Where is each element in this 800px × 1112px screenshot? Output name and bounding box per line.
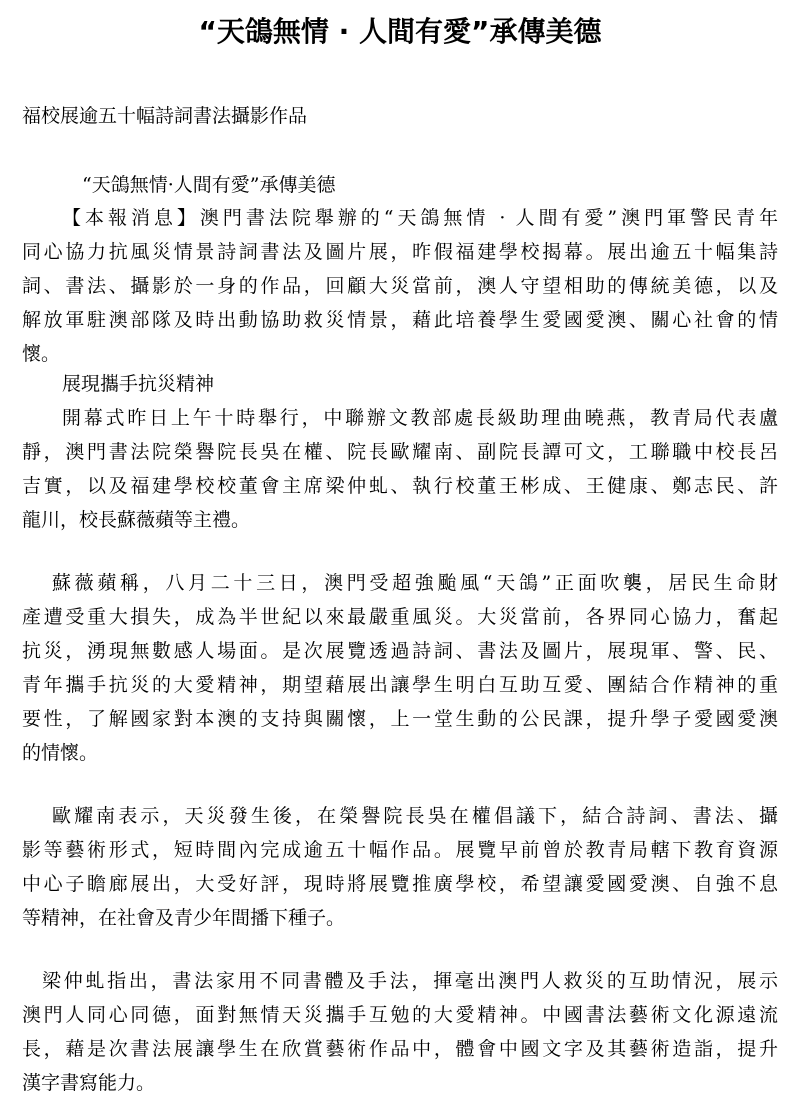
body-line: 產遭受重大損失，成為半世紀以來最嚴重風災。大災當前，各界同心協力，奮起 [22, 606, 778, 628]
body-line: 梁仲虬指出，書法家用不同書體及手法，揮毫出澳門人救災的互助情況，展示 [42, 970, 778, 992]
body-line: 澳門人同心同德，面對無情天災攜手互勉的大愛精神。中國書法藝術文化源遠流 [22, 1004, 778, 1026]
body-line: 要性，了解國家對本澳的支持與關懷，上一堂生動的公民課，提升學子愛國愛澳 [22, 708, 778, 730]
body-line: 影等藝術形式，短時間內完成逾五十幅作品。展覽早前曾於教青局轄下教育資源 [22, 839, 778, 861]
body-line: 抗災，湧現無數感人場面。是次展覽透過詩詞、書法及圖片，展現軍、警、民、 [22, 640, 778, 662]
section-heading: 展現攜手抗災精神 [62, 373, 215, 395]
body-line: 青年攜手抗災的大愛精神，期望藉展出讓學生明白互助互愛、團結合作精神的重 [22, 674, 778, 696]
body-line: 歐耀南表示，天災發生後，在榮譽院長吳在權倡議下，結合詩詞、書法、攝 [52, 805, 778, 827]
body-line: 開幕式昨日上午十時舉行，中聯辦文教部處長級助理曲曉燕，教青局代表盧 [62, 407, 778, 429]
body-line: 吉實，以及福建學校校董會主席梁仲虬、執行校董王彬成、王健康、鄭志民、許 [22, 475, 778, 497]
body-line: 等精神，在社會及青少年間播下種子。 [22, 907, 346, 929]
body-line: 同心協力抗風災情景詩詞書法及圖片展，昨假福建學校揭幕。展出逾五十幅集詩 [22, 241, 778, 263]
subheadline: 福校展逾五十幅詩詞書法攝影作品 [22, 105, 308, 127]
body-line: 中心子瞻廊展出，大受好評，現時將展覽推廣學校，希望讓愛國愛澳、自強不息 [22, 873, 778, 895]
body-line: 蘇薇蘋稱，八月二十三日，澳門受超強颱風“天鴿”正面吹襲，居民生命財 [52, 572, 778, 594]
body-line: 詞、書法、攝影於一身的作品，回顧大災當前，澳人守望相助的傳統美德，以及 [22, 275, 778, 297]
body-line: 長，藉是次書法展讓學生在欣賞藝術作品中，體會中國文字及其藝術造詣，提升 [22, 1038, 778, 1060]
headline: “天鴿無情 · 人間有愛”承傳美德 [198, 15, 602, 48]
body-line: 龍川，校長蘇薇蘋等主禮。 [22, 509, 251, 531]
body-line: 【本報消息】澳門書法院舉辦的“天鴿無情 · 人間有愛”澳門軍警民青年 [62, 207, 778, 229]
body-line: 解放軍駐澳部隊及時出動協助救災情景，藉此培養學生愛國愛澳、關心社會的情 [22, 309, 778, 331]
body-line: 漢字書寫能力。 [22, 1072, 156, 1094]
body-line: 的情懷。 [22, 742, 99, 764]
section-title-line: “天鴿無情·人間有愛”承傳美德 [82, 174, 336, 196]
body-line: 懷。 [22, 343, 61, 365]
body-line: 靜，澳門書法院榮譽院長吳在權、院長歐耀南、副院長譚可文，工聯職中校長呂 [22, 441, 778, 463]
